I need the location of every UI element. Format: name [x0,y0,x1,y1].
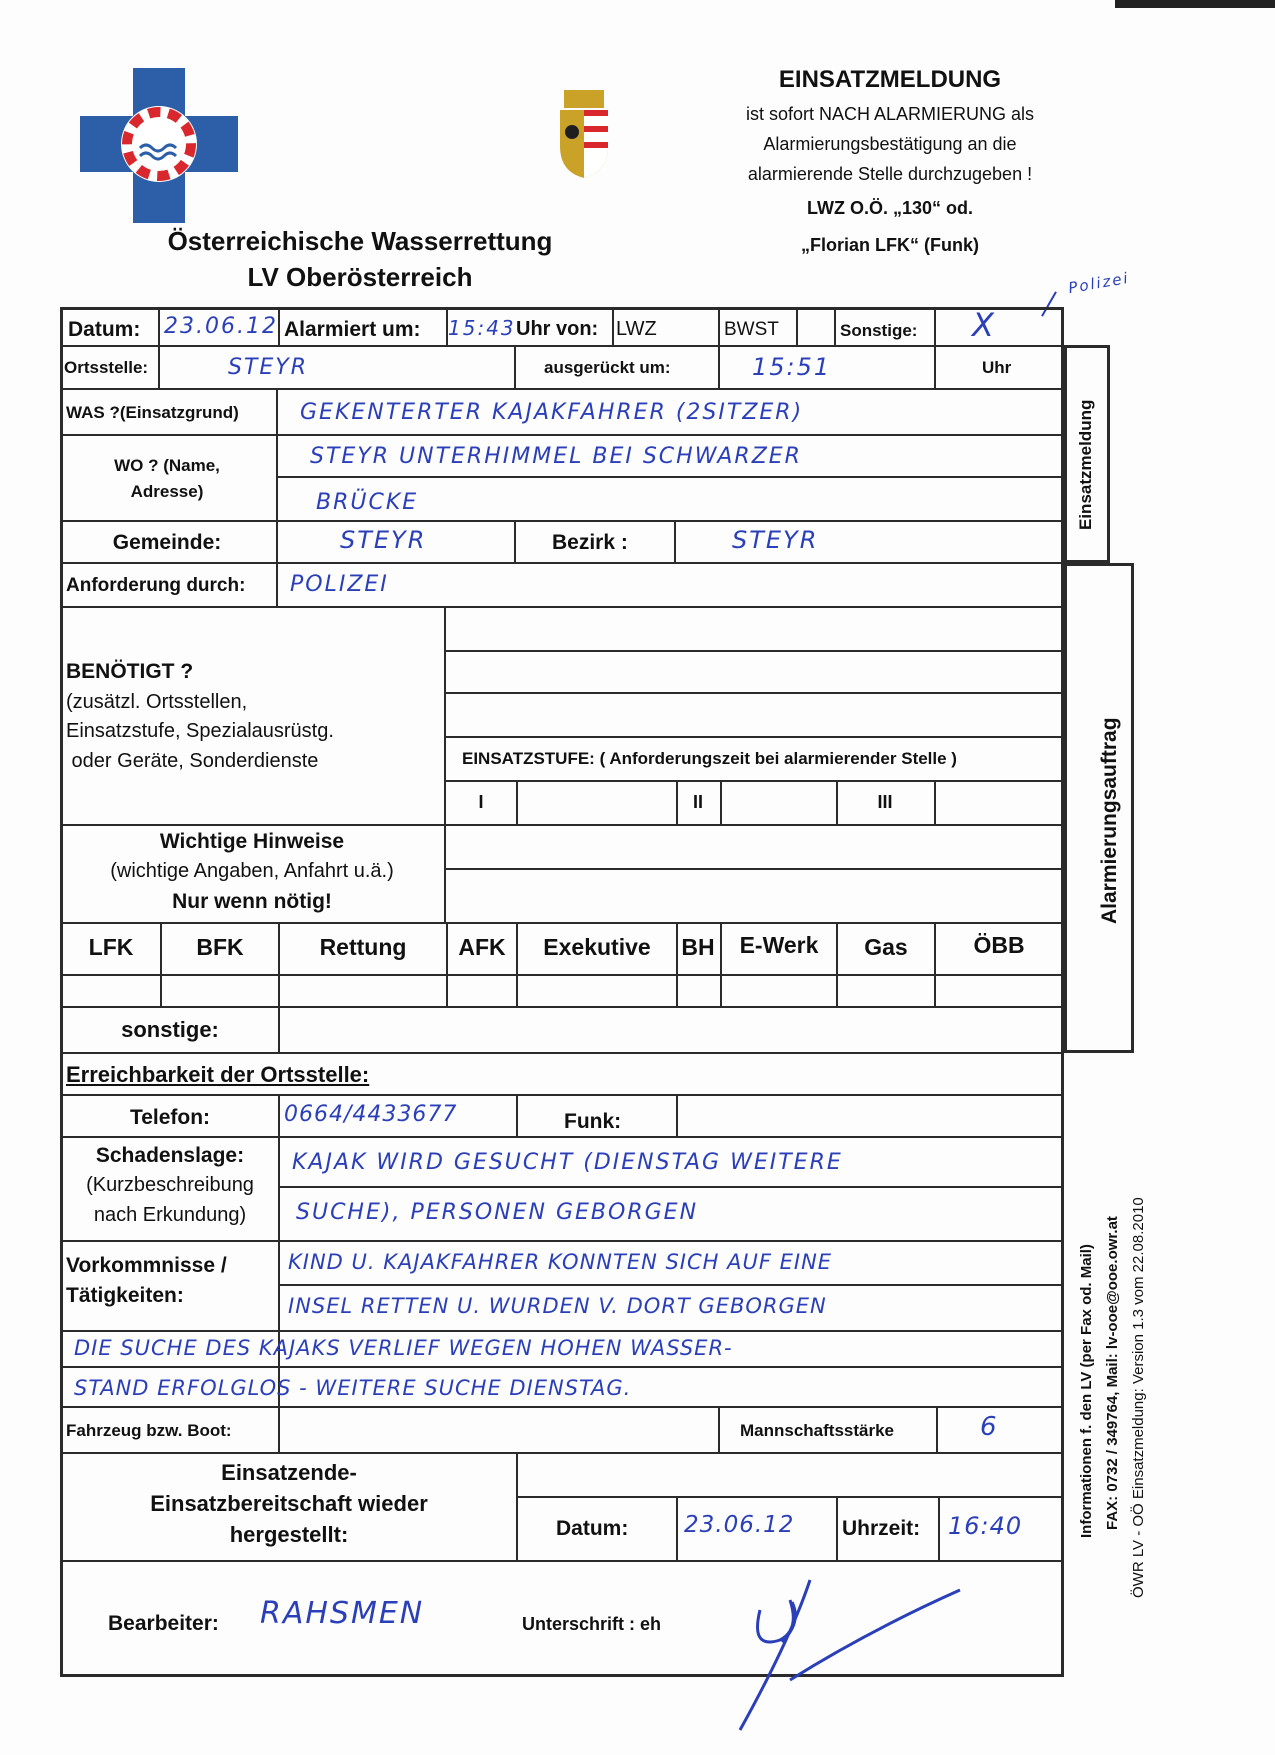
info-line-2: FAX: 0732 / 349764, Mail: lv-ooe@ooe.owr.at [1104,1216,1121,1530]
col-divider [938,1496,940,1560]
service-e-werk[interactable]: E-Werk [739,932,819,958]
benoetigt-line-1: (zusätzl. Ortsstellen, [66,691,248,713]
schadenslage-value-1[interactable]: KAJAK WIRD GESUCHT (DIENSTAG WEITERE [292,1150,843,1175]
col-divider [720,780,722,824]
row-divider [60,1330,1064,1332]
taetigkeiten-label: Tätigkeiten: [66,1284,184,1307]
col-divider [444,606,446,922]
vorkommnisse-value-4[interactable]: STAND ERFOLGLOS - WEITERE SUCHE DIENSTAG. [74,1376,632,1400]
sidebox-alarmierungsauftrag-label: Alarmierungsauftrag [1098,717,1121,924]
instruction-4: LWZ O.Ö. „130“ od. [806,198,974,218]
row-divider [60,520,1064,522]
bezirk-value[interactable]: STEYR [732,526,819,554]
sonstige-check[interactable]: X [972,306,996,344]
row-divider [444,736,1064,738]
coat-of-arms-icon [556,90,612,178]
col-divider [612,307,614,345]
row-divider [60,922,1064,924]
alarmiert-value[interactable]: 15:43 [448,316,516,340]
alarmiert-label: Alarmiert um: [284,318,421,341]
col-divider [158,307,160,345]
stufe-3-label[interactable]: III [877,792,893,812]
org-subname: LV Oberösterreich [247,262,473,292]
col-divider [836,1496,838,1560]
einsatzende-label-3: hergestellt: [229,1522,349,1547]
instruction-1: ist sofort NACH ALARMIERUNG als [745,104,1035,124]
row-divider [60,345,1064,347]
service-rettung[interactable]: Rettung [319,934,407,960]
col-divider [278,307,280,345]
einsatzstufe-label: EINSATZSTUFE: ( Anforderungszeit bei alarmierender Stelle ) [462,749,957,768]
col-divider [934,307,936,345]
col-divider [796,307,798,345]
anforderung-value[interactable]: POLIZEI [290,572,389,597]
instruction-3: alarmierende Stelle durchzugeben ! [747,164,1033,184]
schadenslage-sub-1: (Kurzbeschreibung [86,1174,254,1196]
wo-label-2: Adresse) [130,482,204,501]
funk-label: Funk: [564,1110,622,1133]
col-divider [676,1496,678,1560]
row-divider [278,1284,1064,1286]
row-divider [444,868,1064,870]
instruction-2: Alarmierungsbestätigung an die [763,134,1017,154]
row-divider [60,824,1064,826]
col-divider [278,1406,280,1452]
service-exekutive[interactable]: Exekutive [543,934,651,960]
col-divider [516,1094,518,1136]
sonstige-label: Sonstige: [840,321,918,340]
schadenslage-value-2[interactable]: SUCHE), PERSONEN GEBORGEN [296,1200,699,1225]
col-divider [676,1094,678,1136]
row-divider [60,562,1064,564]
col-divider [936,1406,938,1452]
was-label: WAS ?(Einsatzgrund) [66,403,239,422]
schadenslage-label: Schadenslage: [95,1144,245,1167]
bezirk-label: Bezirk : [552,531,628,554]
row-divider [60,606,1064,608]
uhr-von-label: Uhr von: [516,318,599,340]
col-divider [718,345,720,388]
margin-note: Polizei [1066,268,1131,298]
service-oebb[interactable]: ÖBB [973,932,1025,958]
hinweise-note: Nur wenn nötig! [172,890,332,913]
hinweise-sub: (wichtige Angaben, Anfahrt u.ä.) [110,860,394,882]
service-lfk[interactable]: LFK [88,934,134,960]
einsatzende-label-2: Einsatzbereitschaft wieder [150,1491,428,1516]
datum-value[interactable]: 23.06.12 [164,314,278,339]
row-divider [60,1006,1064,1008]
row-divider [444,692,1064,694]
stufe-1-label[interactable]: I [478,792,484,812]
vorkommnisse-value-1[interactable]: KIND U. KAJAKFAHRER KONNTEN SICH AUF EINE [288,1250,833,1274]
row-divider [60,1366,1064,1368]
col-divider [158,345,160,388]
col-divider [514,345,516,388]
vorkommnisse-value-2[interactable]: INSEL RETTEN U. WURDEN V. DORT GEBORGEN [288,1294,827,1318]
anforderung-label: Anforderung durch: [66,575,246,596]
row-divider [516,1496,1064,1498]
lwz-option[interactable]: LWZ [616,318,657,340]
wo-value-1[interactable]: STEYR UNTERHIMMEL BEI SCHWARZER [310,444,802,469]
uhrzeit-value[interactable]: 16:40 [948,1512,1023,1540]
stufe-2-label[interactable]: II [692,792,703,812]
row-divider [60,1052,1064,1054]
ausgerueckt-label: ausgerückt um: [544,358,671,377]
unterschrift-label: Unterschrift : eh [522,1614,662,1634]
row-divider [278,1186,1064,1188]
wo-value-2[interactable]: BRÜCKE [316,490,419,515]
bearbeiter-label: Bearbeiter: [108,1612,219,1635]
col-divider [514,520,516,562]
einsatzende-datum-label: Datum: [556,1517,629,1540]
row-divider [276,476,1064,478]
row-divider [60,1240,1064,1242]
col-divider [516,1452,518,1560]
benoetigt-line-2: Einsatzstufe, Spezialausrüstg. [66,720,334,742]
bwst-option[interactable]: BWST [724,319,779,340]
ausgerueckt-value[interactable]: 15:51 [752,353,832,381]
col-divider [516,780,518,824]
service-bh[interactable]: BH [681,934,715,960]
service-bfk[interactable]: BFK [196,934,244,960]
col-divider [934,345,936,388]
benoetigt-line-3: oder Geräte, Sonderdienste [66,750,319,772]
einsatzende-label-1: Einsatzende- [221,1460,357,1485]
vorkommnisse-value-3[interactable]: DIE SUCHE DES KAJAKS VERLIEF WEGEN HOHEN WASSER- [74,1336,733,1360]
hinweise-title: Wichtige Hinweise [159,830,345,853]
telefon-label: Telefon: [129,1106,211,1129]
was-value[interactable]: GEKENTERTER KAJAKFAHRER (2SITZER) [300,400,804,425]
row-divider [60,1094,1064,1096]
col-divider [718,307,720,345]
datum-label: Datum: [68,318,141,341]
row-divider [60,434,1064,436]
org-name: Österreichische Wasserrettung [167,226,553,256]
service-gas[interactable]: Gas [864,934,908,960]
einsatzende-datum-value[interactable]: 23.06.12 [684,1512,795,1538]
info-line-1: Informationen f. den LV (per Fax od. Mail) [1078,1244,1095,1538]
erreichbarkeit-title: Erreichbarkeit der Ortsstelle: [66,1062,370,1087]
signature-mark [700,1570,970,1740]
oewr-logo-icon [80,68,238,223]
telefon-value[interactable]: 0664/4433677 [284,1102,458,1127]
benoetigt-title: BENÖTIGT ? [66,660,194,683]
col-divider [674,520,676,562]
service-afk[interactable]: AFK [458,934,506,960]
row-divider [60,1452,1064,1454]
sidebox-einsatzmeldung-label: Einsatzmeldung [1076,399,1095,530]
row-divider [60,1406,1064,1408]
col-divider [276,562,278,606]
uhrzeit-label: Uhrzeit: [842,1517,921,1540]
row-divider [60,1560,1064,1562]
col-divider [834,307,836,345]
mannschaft-label: Mannschaftsstärke [740,1421,895,1440]
col-divider [278,1006,280,1052]
col-divider [718,1406,720,1452]
info-line-3: ÖWR LV - OÖ Einsatzmeldung: Version 1.3 vom 22.08.2010 [1130,1197,1147,1598]
fahrzeug-label: Fahrzeug bzw. Boot: [66,1421,232,1440]
col-divider [934,780,936,824]
ortsstelle-value[interactable]: STEYR [228,355,309,380]
wo-label-1: WO ? (Name, [114,456,220,475]
mannschaft-value[interactable]: 6 [980,1412,999,1442]
form-title: EINSATZMELDUNG [778,66,1002,93]
row-divider [444,650,1064,652]
row-divider [60,1136,1064,1138]
uhr-label: Uhr [982,358,1012,377]
col-divider [278,1094,280,1136]
row-divider [444,780,1064,782]
sonstige-services-label: sonstige: [121,1017,219,1042]
gemeinde-value[interactable]: STEYR [340,526,427,554]
gemeinde-label: Gemeinde: [112,531,222,554]
ortsstelle-label: Ortsstelle: [64,358,149,377]
instruction-5: „Florian LFK“ (Funk) [801,235,979,255]
row-divider [60,974,1064,976]
row-divider [60,388,1064,390]
bearbeiter-value[interactable]: RAHSMEN [260,1596,425,1631]
vorkommnisse-label: Vorkommnisse / [66,1254,227,1277]
scan-edge [1115,0,1275,8]
schadenslage-sub-2: nach Erkundung) [93,1204,247,1226]
